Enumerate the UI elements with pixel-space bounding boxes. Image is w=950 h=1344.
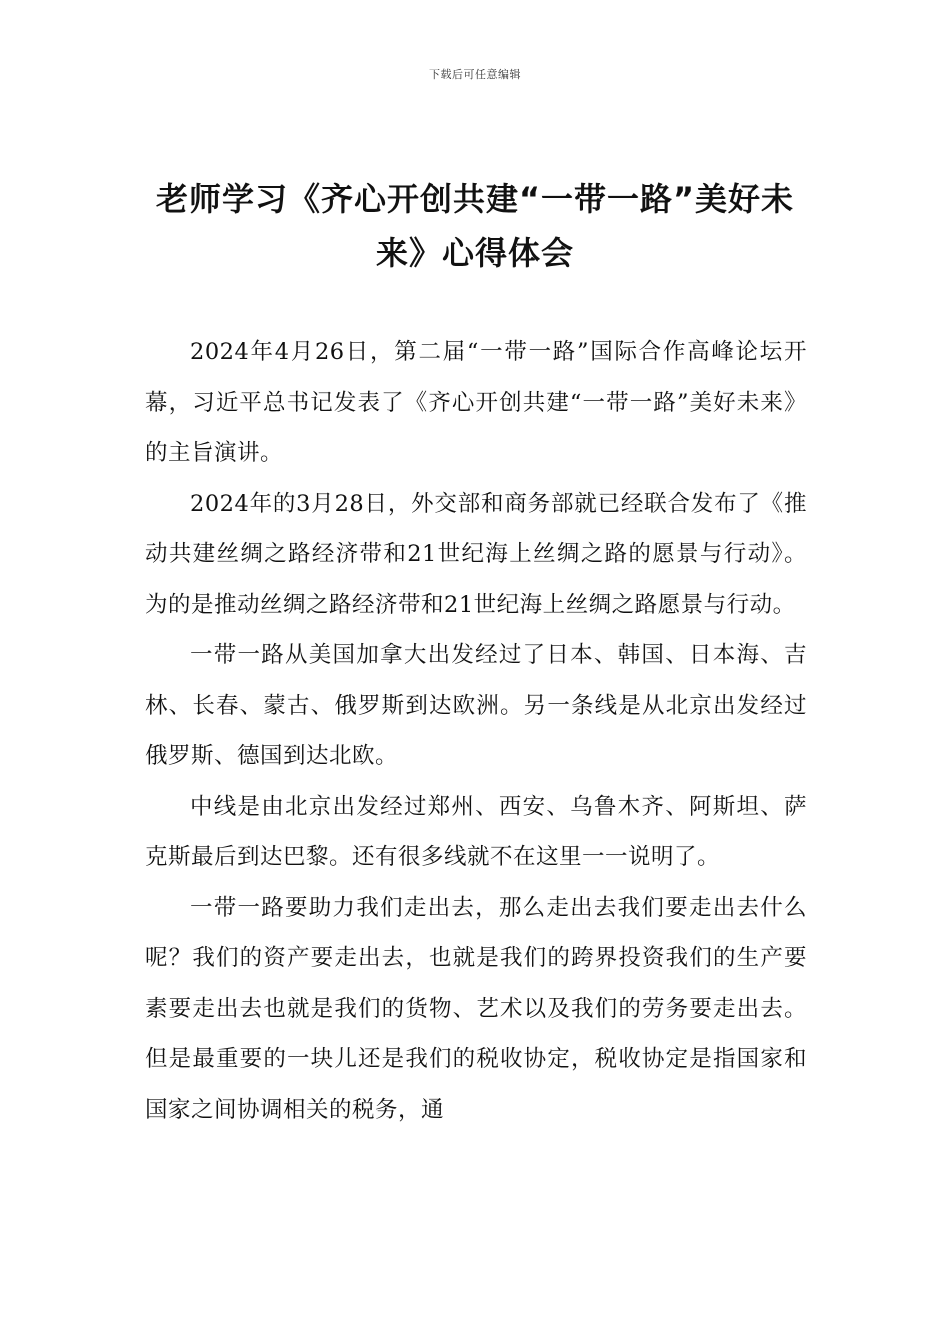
body-paragraph: 2024年4月26日，第二届“一带一路”国际合作高峰论坛开幕，习近平总书记发表了《齐心开创共建“一带一路”美好未来》的主旨演讲。 bbox=[145, 339, 807, 466]
page-header-note: 下载后可任意编辑 bbox=[429, 68, 521, 81]
body-paragraph: 中线是由北京出发经过郑州、西安、乌鲁木齐、阿斯坦、萨克斯最后到达巴黎。还有很多线就不在这里一一说明了。 bbox=[145, 793, 807, 870]
body-paragraph: 一带一路从美国加拿大出发经过了日本、韩国、日本海、吉林、长春、蒙古、俄罗斯到达欧洲。另一条线是从北京出发经过俄罗斯、德国到达北欧。 bbox=[145, 642, 807, 769]
body-paragraph: 2024年的3月28日，外交部和商务部就已经联合发布了《推动共建丝绸之路经济带和21世纪海上丝绸之路的愿景与行动》。为的是推动丝绸之路经济带和21世纪海上丝绸之路愿景与行动。 bbox=[145, 490, 807, 618]
document-title: 老师学习《齐心开创共建“一带一路”美好未来》心得体会 bbox=[155, 180, 795, 272]
body-paragraph: 一带一路要助力我们走出去，那么走出去我们要走出去什么呢？我们的资产要走出去，也就是我们的跨界投资我们的生产要素要走出去也就是我们的货物、艺术以及我们的劳务要走出去。但是最重要的一块儿还是我们的税收协定，税收协定是指国家和国家之间协调相关的税务，通 bbox=[145, 894, 807, 1123]
document-body bbox=[145, 327, 807, 1135]
